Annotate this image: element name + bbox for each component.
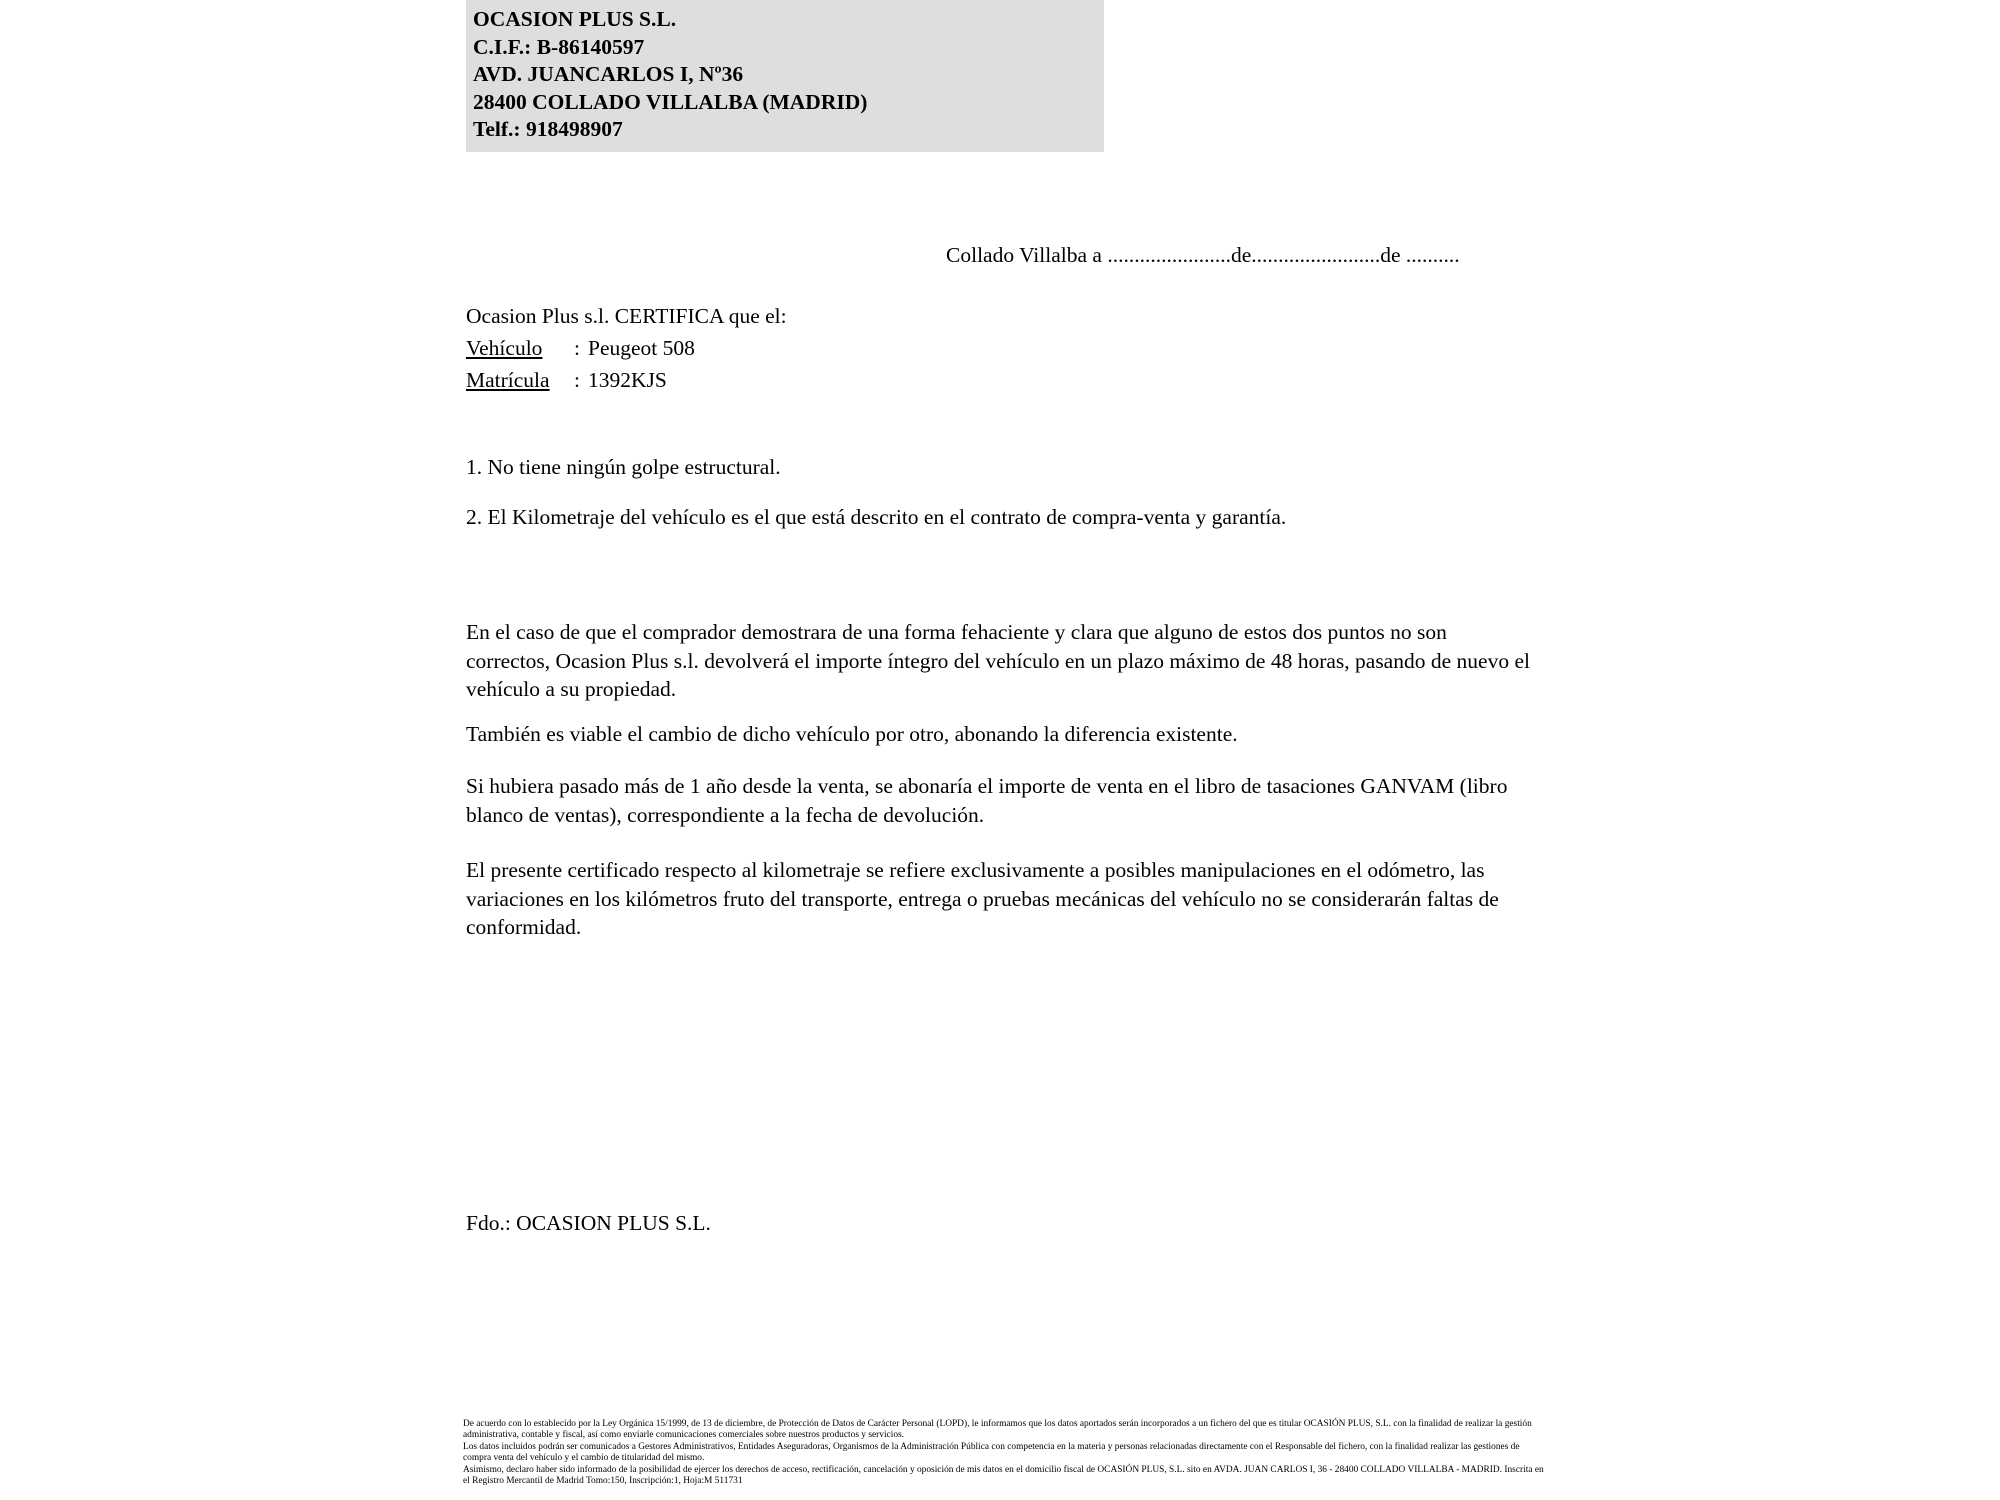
plate-value: 1392KJS — [588, 368, 667, 392]
company-name: OCASION PLUS S.L. — [473, 7, 677, 31]
certifies-block — [466, 300, 787, 396]
vehicle-row — [466, 332, 787, 364]
certifies-intro: Ocasion Plus s.l. CERTIFICA que el: — [466, 304, 787, 328]
company-cif: C.I.F.: B-86140597 — [473, 34, 645, 59]
legal-footer — [463, 1419, 1548, 1488]
legal-paragraph-1: De acuerdo con lo establecido por la Ley Orgánica 15/1999, de 13 de diciembre, de Protección de Datos de Carácter Personal (LOPD), le informamos que los datos aportados serán incorporados a un fichero del que es titular OCASIÓN PLUS, S.L. con la finalidad de realizar la gestión administrativa, contable y fiscal, así como enviarle comunicaciones comerciales sobre nuestros productos y servicios. — [463, 1419, 1532, 1441]
vehicle-separator: : — [574, 336, 580, 360]
clause-item-1: 1. No tiene ningún golpe estructural. — [466, 455, 781, 479]
company-city: 28400 COLLADO VILLALBA (MADRID) — [473, 89, 868, 114]
date-line: Collado Villalba a .......................de........................de .......... — [946, 243, 1460, 267]
plate-label: Matrícula — [466, 368, 550, 392]
body-paragraph-2: También es viable el cambio de dicho vehículo por otro, abonando la diferencia existente. — [466, 722, 1238, 746]
signature-line: Fdo.: OCASION PLUS S.L. — [466, 1211, 711, 1235]
legal-paragraph-3: Asimismo, declaro haber sido informado de la posibilidad de ejercer los derechos de acceso, rectificación, cancelación y oposición de mis datos en el domicilio fiscal de OCASIÓN PLUS, S.L. sito en AVDA. JUAN CARLOS I, 36 - 28400 COLLADO VILLALBA - MADRID. Inscrita en el Registro Mercantil de Madrid Tomo:150, Inscripción:1, Hoja:M 511731 — [463, 1465, 1544, 1487]
body-paragraph-4: El presente certificado respecto al kilometraje se refiere exclusivamente a posibles manipulaciones en el odómetro, las variaciones en los kilómetros fruto del transporte, entrega o pruebas mecánicas del vehículo no se considerarán faltas de conformidad. — [466, 858, 1499, 939]
vehicle-label: Vehículo — [466, 336, 543, 360]
letterhead-block — [466, 0, 1104, 152]
plate-row — [466, 364, 787, 396]
company-street: AVD. JUANCARLOS I, Nº36 — [473, 62, 744, 86]
legal-paragraph-2: Los datos incluidos podrán ser comunicados a Gestores Administrativos, Entidades Aseguradoras, Organismos de la Administración Pública con competencia en la materia y personas relacionadas directamente con el Responsable del fichero, con la finalidad realizar las gestiones de compra venta del vehículo y el cambio de titularidad del mismo. — [463, 1442, 1520, 1464]
body-paragraph-3: Si hubiera pasado más de 1 año desde la venta, se abonaría el importe de venta en el libro de tasaciones GANVAM (libro blanco de ventas), correspondiente a la fecha de devolución. — [466, 774, 1508, 827]
body-paragraph-1: En el caso de que el comprador demostrara de una forma fehaciente y clara que alguno de estos dos puntos no son correctos, Ocasion Plus s.l. devolverá el importe íntegro del vehículo en un plazo máximo de 48 horas, pasando de nuevo el vehículo a su propiedad. — [466, 620, 1530, 701]
company-phone: Telf.: 918498907 — [473, 117, 623, 141]
vehicle-value: Peugeot 508 — [588, 336, 695, 360]
plate-separator: : — [574, 368, 580, 392]
clause-item-2: 2. El Kilometraje del vehículo es el que está descrito en el contrato de compra-venta y garantía. — [466, 505, 1287, 529]
